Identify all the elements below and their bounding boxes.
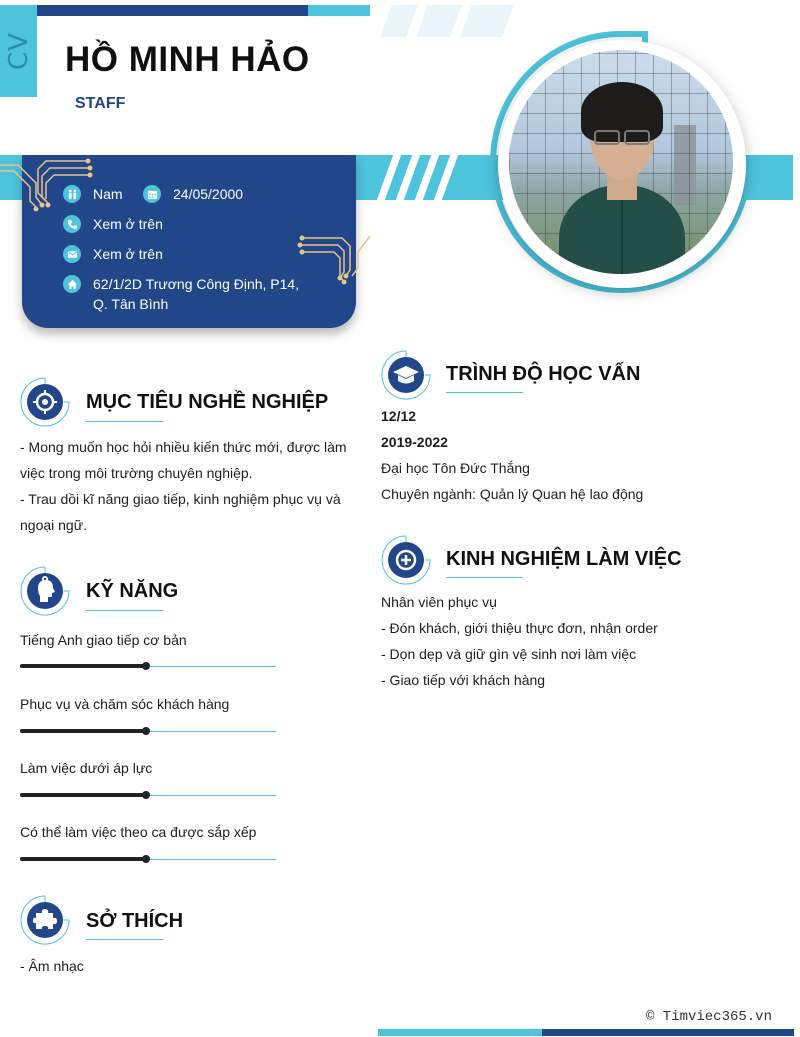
avatar-photo: [509, 50, 733, 274]
section-underline: [446, 392, 523, 393]
section-underline: [446, 577, 523, 578]
calendar-icon: [143, 185, 161, 203]
top-accent-bar-cyan: [308, 5, 370, 16]
skill-bar-fill: [20, 793, 146, 797]
education-major: Chuyên ngành: Quản lý Quan hệ lao động: [381, 486, 644, 502]
email-value: Xem ở trên: [93, 246, 163, 262]
experience-title: KINH NGHIỆM LÀM VIỆC: [446, 548, 682, 570]
hobbies-title: SỞ THÍCH: [86, 910, 184, 932]
skill-bar-knob: [142, 662, 150, 670]
contact-phone: [63, 214, 163, 234]
skill-label: Phục vụ và chăm sóc khách hàng: [20, 696, 230, 712]
email-icon: [63, 245, 81, 263]
skills-title: KỸ NĂNG: [86, 580, 179, 602]
skill-bar-fill: [20, 857, 146, 861]
bottom-accent-bar-cyan: [378, 1029, 542, 1036]
skill-bar-knob: [142, 855, 150, 863]
address-line-1: 62/1/2D Trương Công Định, P14,: [93, 276, 300, 292]
experience-details: [381, 589, 658, 693]
section-underline: [86, 939, 163, 940]
contact-birthdate: [143, 184, 243, 204]
copyright-footer: © Timviec365.vn: [645, 1009, 772, 1025]
phone-value: Xem ở trên: [93, 216, 163, 232]
objective-line: - Mong muốn học hỏi nhiều kiến thức mới, được làm: [20, 439, 347, 455]
decor-stripe: [416, 5, 462, 37]
candidate-position: STAFF: [75, 95, 126, 112]
address-line-2: Q. Tân Bình: [93, 296, 169, 312]
skill-bar-knob: [142, 727, 150, 735]
plus-circle-icon: [381, 535, 431, 585]
contact-address: [63, 274, 299, 314]
circuit-decoration-icon: [296, 232, 376, 290]
education-title: TRÌNH ĐỘ HỌC VẤN: [446, 363, 641, 385]
cv-label: CV: [3, 32, 34, 70]
skill-bar-knob: [142, 791, 150, 799]
cv-tag: [0, 5, 37, 97]
gender-value: Nam: [93, 186, 123, 202]
skill-label: Có thể làm việc theo ca được sắp xếp: [20, 824, 257, 840]
gender-icon: [63, 185, 81, 203]
section-underline: [86, 421, 163, 422]
objective-line: ngoại ngữ.: [20, 517, 87, 533]
birthdate-value: 24/05/2000: [173, 186, 244, 202]
skill-label: Tiếng Anh giao tiếp cơ bản: [20, 632, 187, 648]
decor-stripe: [380, 5, 418, 37]
graduation-cap-icon: [381, 350, 431, 400]
objective-line: việc trong môi trường chuyên nghiệp.: [20, 465, 253, 481]
experience-duty: - Đón khách, giới thiệu thực đơn, nhận order: [381, 620, 658, 636]
home-icon: [63, 275, 81, 293]
education-school: Đại học Tôn Đức Thắng: [381, 460, 530, 476]
head-gear-icon: [20, 566, 70, 616]
objective-line: - Trau dồi kĩ năng giao tiếp, kinh nghiệm phục vụ và: [20, 491, 341, 507]
skill-label: Làm việc dưới áp lực: [20, 760, 153, 776]
hobby-item: - Âm nhạc: [20, 958, 84, 974]
puzzle-icon: [20, 895, 70, 945]
candidate-name: HỒ MINH HẢO: [65, 40, 310, 79]
experience-duty: - Giao tiếp với khách hàng: [381, 672, 546, 688]
education-details: [381, 403, 643, 507]
experience-role: Nhân viên phục vụ: [381, 594, 497, 610]
objective-text: [20, 434, 348, 538]
bottom-accent-bar-navy: [542, 1029, 794, 1036]
skill-bar-fill: [20, 664, 146, 668]
contact-email: [63, 244, 163, 264]
experience-duty: - Dọn dẹp và giữ gìn vệ sinh nơi làm việc: [381, 646, 637, 662]
education-grade: 12/12: [381, 408, 417, 424]
phone-icon: [63, 215, 81, 233]
skill-bar-fill: [20, 729, 146, 733]
target-icon: [20, 377, 70, 427]
top-accent-bar-navy: [37, 5, 308, 16]
education-period: 2019-2022: [381, 434, 448, 450]
objective-title: MỤC TIÊU NGHỀ NGHIỆP: [86, 391, 329, 413]
contact-gender: [63, 184, 123, 204]
section-underline: [86, 610, 163, 611]
